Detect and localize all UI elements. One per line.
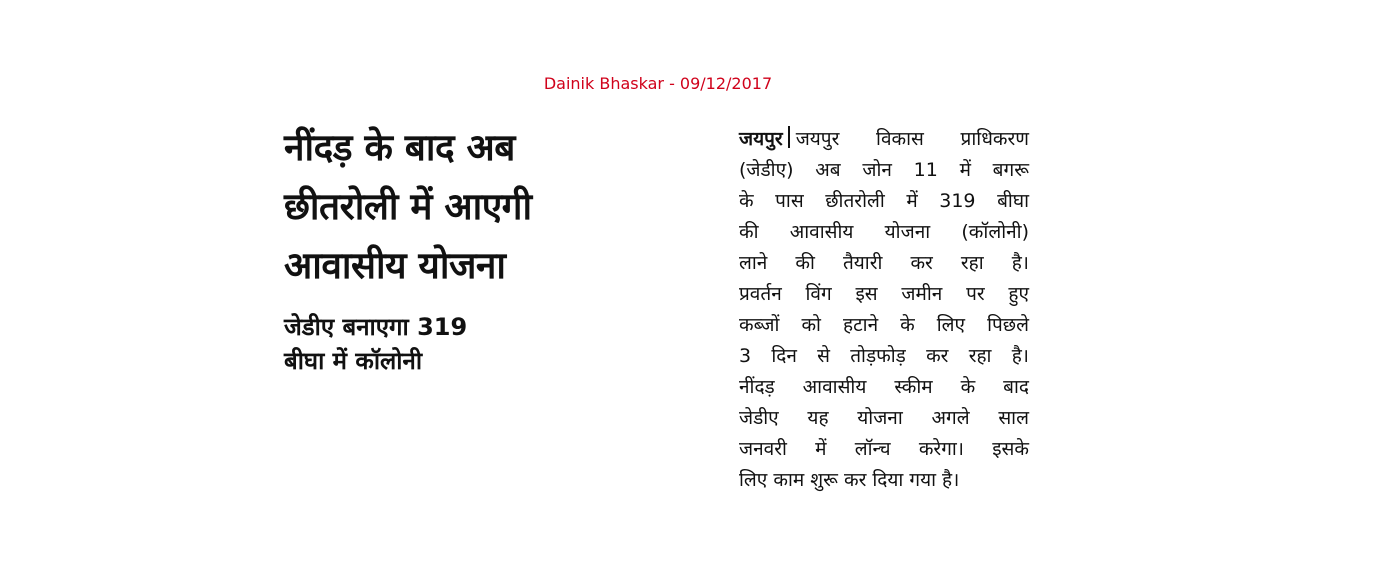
article-text-line: जनवरी में लॉन्च करेगा। इसके	[739, 438, 1029, 460]
dateline: जयपुर	[739, 128, 783, 150]
article-text-line: कब्जों को हटाने के लिए पिछले	[739, 314, 1029, 336]
headline	[284, 118, 584, 295]
article-text-line: के पास छीतरोली में 319 बीघा	[739, 190, 1029, 212]
article-text-line: 3 दिन से तोड़फोड़ कर रहा है।	[739, 345, 1029, 367]
article-text-line: की आवासीय योजना (कॉलोनी)	[739, 221, 1029, 243]
subheadline-line: जेडीए बनाएगा 319	[284, 313, 468, 341]
subheadline-line: बीघा में कॉलोनी	[284, 347, 423, 375]
article-body	[739, 124, 1029, 496]
article-text-line: जेडीए यह योजना अगले साल	[739, 407, 1029, 429]
article-text-line: लिए काम शुरू कर दिया गया है।	[739, 469, 960, 491]
article-first-line	[739, 124, 1029, 155]
article-text-line: लाने की तैयारी कर रहा है।	[739, 252, 1029, 274]
subheadline	[284, 310, 544, 378]
headline-line: नींदड़ के बाद अब	[284, 126, 515, 169]
article-text-line: नींदड़ आवासीय स्कीम के बाद	[739, 376, 1029, 398]
source-caption: Dainik Bhaskar - 09/12/2017	[543, 74, 773, 93]
headline-line: छीतरोली में आएगी	[284, 185, 532, 228]
article-text-line: (जेडीए) अब जोन 11 में बगरू	[739, 159, 1029, 181]
headline-line: आवासीय योजना	[284, 244, 506, 287]
dateline-separator	[788, 126, 790, 148]
article-text-line: जयपुर विकास प्राधिकरण	[795, 128, 1029, 150]
article-text-line: प्रवर्तन विंग इस जमीन पर हुए	[739, 283, 1029, 305]
